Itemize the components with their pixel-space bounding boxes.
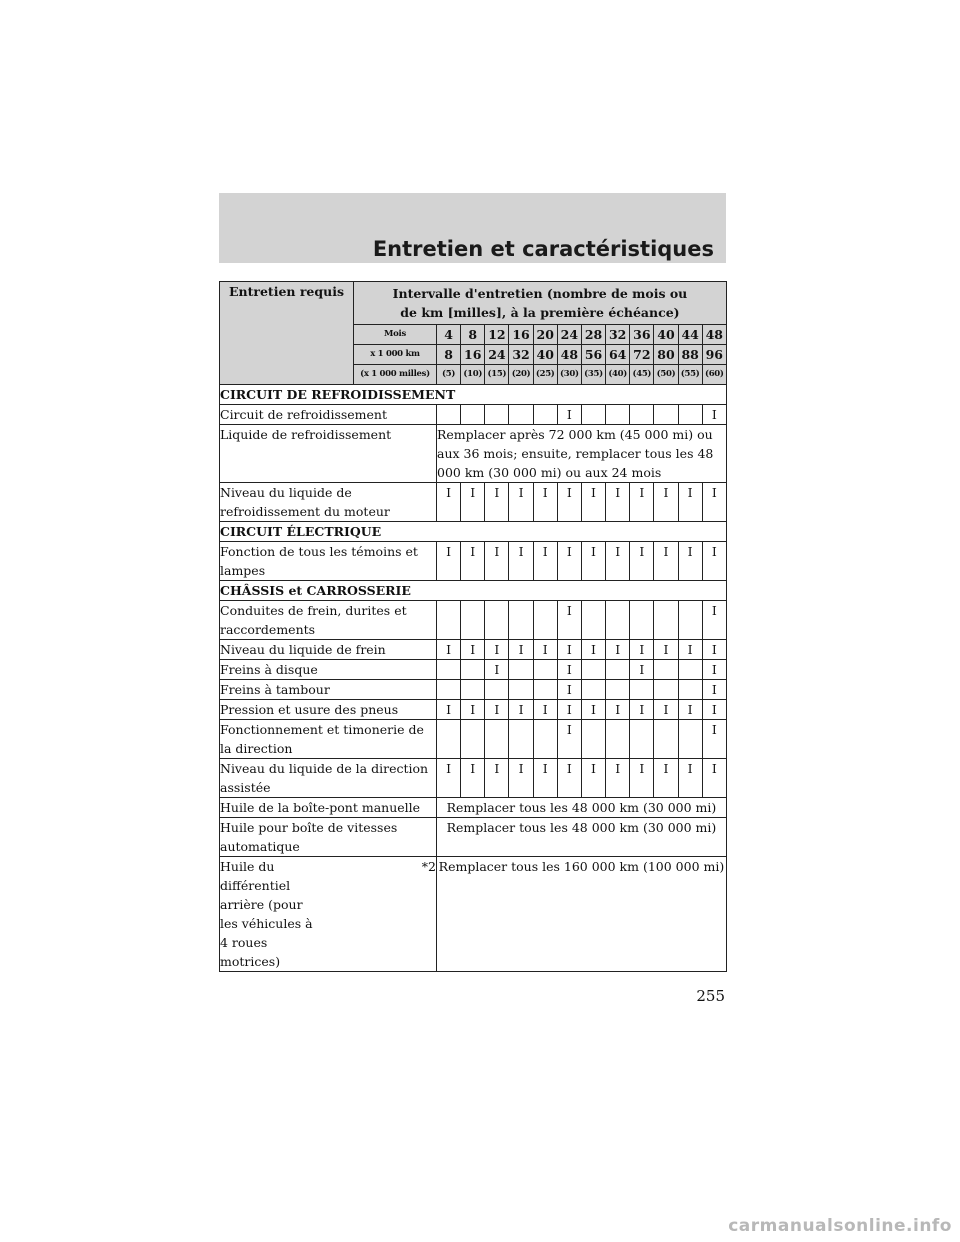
interval-value: (60) [702,365,726,385]
interval-value: 4 [437,325,461,345]
inspection-mark [533,660,557,680]
interval-value: 48 [702,325,726,345]
inspection-mark: I [437,700,461,720]
interval-value: 20 [533,325,557,345]
inspection-mark [654,720,678,759]
inspection-mark: I [630,640,654,660]
interval-value: 24 [485,345,509,365]
maintenance-note: Remplacer tous les 160 000 km (100 000 mi) [437,857,727,972]
maintenance-item: Niveau du liquide de frein [220,640,437,660]
inspection-mark: I [654,700,678,720]
interval-value: 64 [606,345,630,365]
table-row [220,798,727,818]
inspection-mark: I [485,483,509,522]
inspection-mark: I [509,542,533,581]
inspection-mark [581,680,605,700]
inspection-mark: I [533,542,557,581]
interval-value: 40 [654,325,678,345]
inspection-mark: I [533,759,557,798]
maintenance-schedule-table [219,281,727,972]
inspection-mark: I [557,660,581,680]
inspection-mark: I [678,640,702,660]
inspection-mark [533,601,557,640]
maintenance-item: Huile de la boîte-pont manuelle [220,798,437,818]
inspection-mark: I [461,759,485,798]
inspection-mark [654,660,678,680]
interval-value: 32 [606,325,630,345]
maintenance-item: Circuit de refroidissement [220,405,437,425]
inspection-mark: I [630,660,654,680]
inspection-mark: I [581,483,605,522]
interval-value: 28 [581,325,605,345]
inspection-mark: I [509,700,533,720]
interval-header: Intervalle d'entretien (nombre de mois ou de km [milles], à la première échéance) [354,282,727,325]
inspection-mark: I [509,640,533,660]
inspection-mark [581,660,605,680]
inspection-mark: I [581,700,605,720]
maintenance-item: Niveau du liquide de la direction assistée [220,759,437,798]
table-row [220,601,727,640]
inspection-mark: I [654,640,678,660]
inspection-mark: I [702,680,726,700]
inspection-mark [437,405,461,425]
interval-value: 16 [461,345,485,365]
inspection-mark [509,405,533,425]
inspection-mark: I [606,700,630,720]
interval-row-label: Mois [354,325,437,345]
interval-value: 8 [461,325,485,345]
inspection-mark [678,405,702,425]
inspection-mark [509,720,533,759]
interval-value: 96 [702,345,726,365]
inspection-mark: I [533,640,557,660]
inspection-mark: I [485,759,509,798]
table-row [220,759,727,798]
inspection-mark [606,660,630,680]
table-row [220,857,727,972]
inspection-mark [630,405,654,425]
interval-value: (10) [461,365,485,385]
inspection-mark [461,660,485,680]
interval-value: (5) [437,365,461,385]
interval-value: (25) [533,365,557,385]
maintenance-item [220,857,437,972]
table-row [220,483,727,522]
interval-value: (15) [485,365,509,385]
inspection-mark [606,680,630,700]
footnote-marker: *2 [421,859,436,874]
inspection-mark: I [557,601,581,640]
inspection-mark [485,680,509,700]
inspection-mark [678,601,702,640]
inspection-mark [606,601,630,640]
section-title: CHÂSSIS et CARROSSERIE [220,581,727,601]
inspection-mark [509,680,533,700]
inspection-mark [606,405,630,425]
maintenance-item: Fonctionnement et timonerie de la direction [220,720,437,759]
inspection-mark: I [678,700,702,720]
table-row [220,640,727,660]
inspection-mark [630,720,654,759]
inspection-mark: I [702,660,726,680]
inspection-mark: I [557,700,581,720]
table-row [220,720,727,759]
table-row [220,425,727,483]
inspection-mark: I [702,640,726,660]
inspection-mark: I [630,542,654,581]
inspection-mark: I [557,759,581,798]
maintenance-item: Liquide de refroidissement [220,425,437,483]
inspection-mark: I [702,601,726,640]
inspection-mark [461,680,485,700]
inspection-mark: I [533,483,557,522]
inspection-mark [678,720,702,759]
interval-value: (55) [678,365,702,385]
inspection-mark: I [702,483,726,522]
interval-value: 80 [654,345,678,365]
inspection-mark: I [557,542,581,581]
inspection-mark [533,720,557,759]
inspection-mark [654,601,678,640]
interval-value: 44 [678,325,702,345]
inspection-mark: I [557,483,581,522]
inspection-mark [461,405,485,425]
interval-value: 8 [437,345,461,365]
inspection-mark [678,680,702,700]
inspection-mark: I [461,483,485,522]
inspection-mark [509,660,533,680]
inspection-mark: I [509,483,533,522]
inspection-mark: I [437,483,461,522]
inspection-mark [606,720,630,759]
inspection-mark: I [654,542,678,581]
inspection-mark: I [702,542,726,581]
inspection-mark: I [509,759,533,798]
interval-value: (45) [630,365,654,385]
interval-value: 72 [630,345,654,365]
interval-value: 36 [630,325,654,345]
maintenance-note: Remplacer après 72 000 km (45 000 mi) ou aux 36 mois; ensuite, remplacer tous les 48 000 km (30 000 mi) ou aux 24 mois [437,425,727,483]
inspection-mark: I [581,759,605,798]
interval-value: (30) [557,365,581,385]
inspection-mark [581,720,605,759]
inspection-mark: I [606,542,630,581]
inspection-mark: I [630,700,654,720]
section-title: CIRCUIT ÉLECTRIQUE [220,522,727,542]
inspection-mark: I [630,759,654,798]
inspection-mark: I [437,542,461,581]
inspection-mark: I [678,483,702,522]
table-row [220,700,727,720]
chapter-title: Entretien et caractéristiques [372,237,714,261]
inspection-mark: I [557,640,581,660]
maintenance-item-label: Huile du différentiel arrière (pour les véhicules à 4 roues motrices) [220,859,313,969]
interval-value: 88 [678,345,702,365]
maintenance-item: Huile pour boîte de vitesses automatique [220,818,437,857]
item-header: Entretien requis [220,282,354,385]
inspection-mark: I [606,483,630,522]
inspection-mark [509,601,533,640]
interval-value: 16 [509,325,533,345]
inspection-mark: I [557,680,581,700]
inspection-mark [437,720,461,759]
inspection-mark: I [702,720,726,759]
interval-value: 24 [557,325,581,345]
inspection-mark: I [437,640,461,660]
inspection-mark [533,680,557,700]
inspection-mark: I [606,759,630,798]
inspection-mark [485,720,509,759]
inspection-mark: I [581,640,605,660]
inspection-mark: I [654,483,678,522]
inspection-mark: I [461,542,485,581]
maintenance-note: Remplacer tous les 48 000 km (30 000 mi) [437,798,727,818]
inspection-mark: I [461,700,485,720]
section-title: CIRCUIT DE REFROIDISSEMENT [220,385,727,405]
inspection-mark [437,601,461,640]
table-row [220,542,727,581]
watermark: carmanualsonline.info [728,1216,952,1236]
inspection-mark [485,601,509,640]
interval-value: 40 [533,345,557,365]
inspection-mark: I [606,640,630,660]
page-number: 255 [696,987,725,1005]
inspection-mark [581,405,605,425]
inspection-mark [581,601,605,640]
inspection-mark [437,660,461,680]
inspection-mark: I [678,759,702,798]
inspection-mark: I [485,660,509,680]
inspection-mark: I [485,700,509,720]
maintenance-item: Fonction de tous les témoins et lampes [220,542,437,581]
inspection-mark [654,680,678,700]
inspection-mark: I [557,720,581,759]
inspection-mark: I [678,542,702,581]
table-row [220,405,727,425]
inspection-mark: I [461,640,485,660]
inspection-mark: I [702,759,726,798]
inspection-mark [654,405,678,425]
maintenance-item: Conduites de frein, durites et raccordements [220,601,437,640]
maintenance-item: Freins à disque [220,660,437,680]
interval-value: 56 [581,345,605,365]
interval-row-label: (x 1 000 milles) [354,365,437,385]
inspection-mark [485,405,509,425]
inspection-mark: I [702,700,726,720]
interval-value: (40) [606,365,630,385]
interval-value: 48 [557,345,581,365]
interval-row-label: x 1 000 km [354,345,437,365]
interval-value: (50) [654,365,678,385]
table-row [220,660,727,680]
table-row [220,818,727,857]
interval-value: 32 [509,345,533,365]
inspection-mark: I [533,700,557,720]
inspection-mark [678,660,702,680]
inspection-mark [630,601,654,640]
inspection-mark [533,405,557,425]
inspection-mark: I [630,483,654,522]
table-row [220,680,727,700]
interval-value: (20) [509,365,533,385]
maintenance-item: Freins à tambour [220,680,437,700]
inspection-mark [461,601,485,640]
inspection-mark: I [654,759,678,798]
inspection-mark: I [437,759,461,798]
inspection-mark [461,720,485,759]
maintenance-item: Pression et usure des pneus [220,700,437,720]
inspection-mark: I [485,542,509,581]
inspection-mark [437,680,461,700]
inspection-mark: I [557,405,581,425]
inspection-mark: I [581,542,605,581]
interval-value: 12 [485,325,509,345]
maintenance-item: Niveau du liquide de refroidissement du moteur [220,483,437,522]
inspection-mark [630,680,654,700]
inspection-mark: I [485,640,509,660]
interval-value: (35) [581,365,605,385]
chapter-banner [219,193,726,263]
inspection-mark: I [702,405,726,425]
maintenance-note: Remplacer tous les 48 000 km (30 000 mi) [437,818,727,857]
